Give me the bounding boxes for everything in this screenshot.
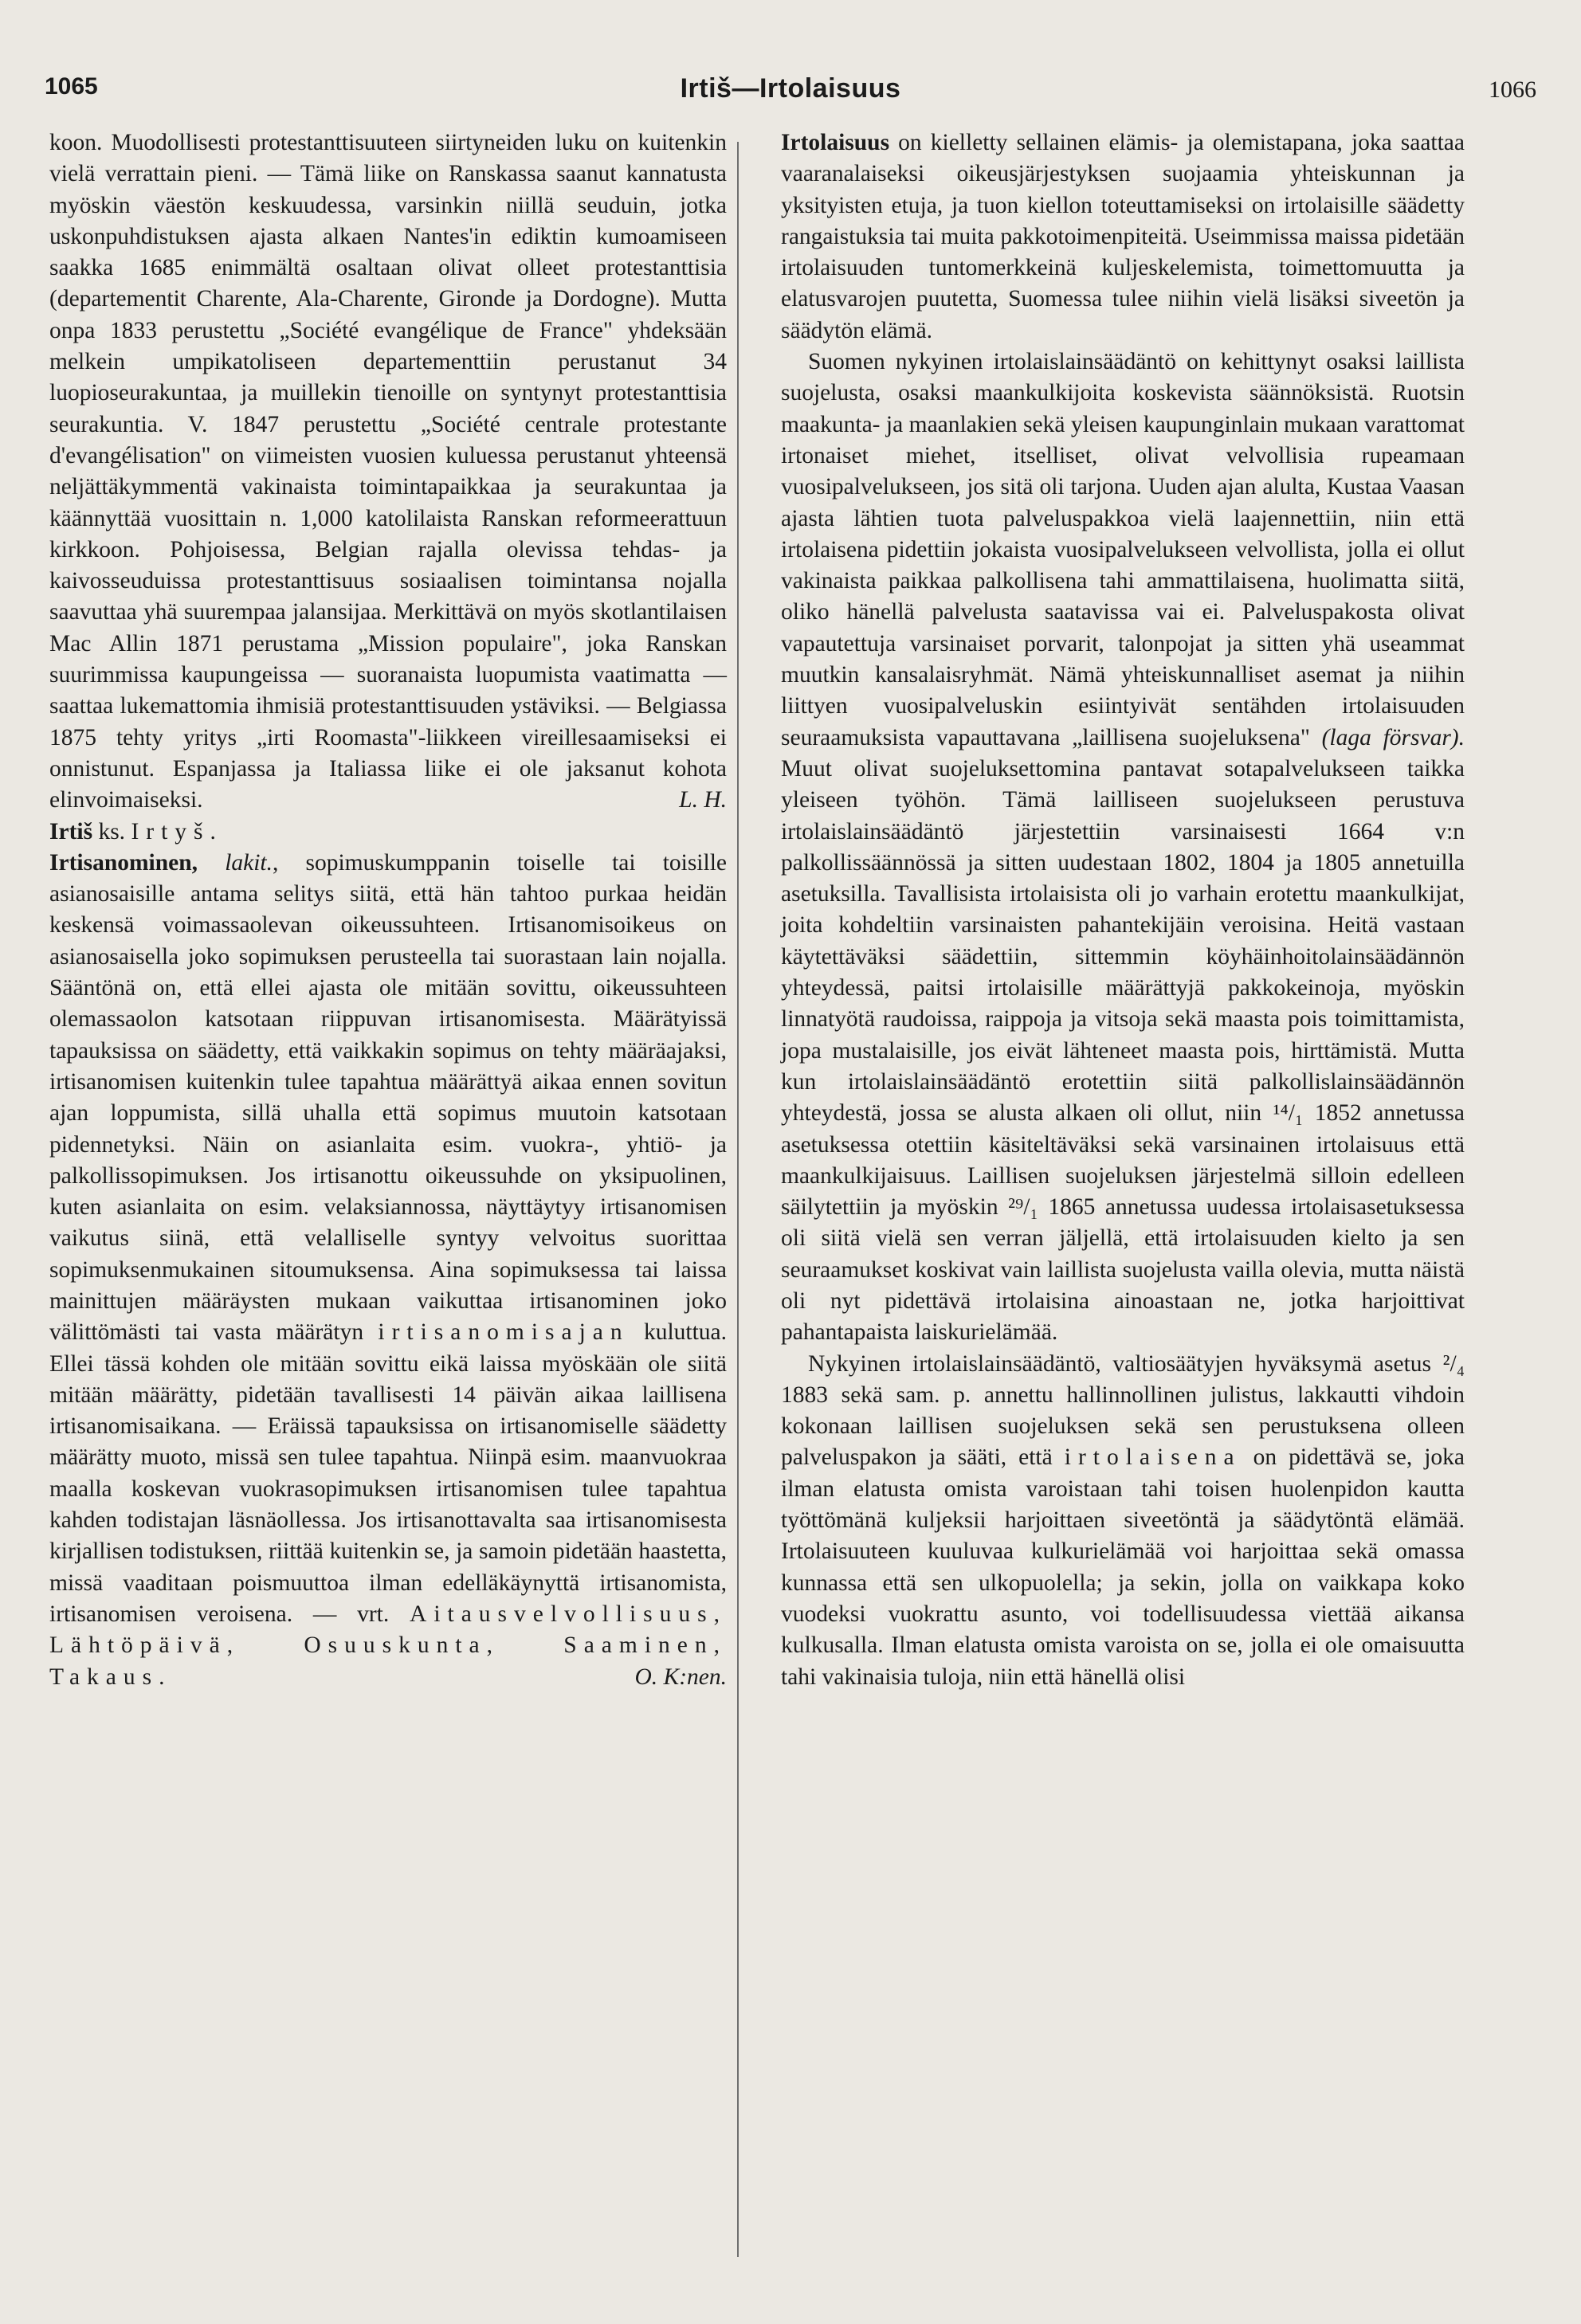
date-fraction: ²⁹/₁ — [1008, 1194, 1038, 1221]
right-column — [781, 127, 1465, 1693]
cross-reference-label: ks. — [98, 818, 126, 845]
paragraph-text: on pidettävä se, joka ilman elatusta omista varoistaan tahi toisen huolenpidon kautta työttömänä kuljeksii harjoittaen siveetöntä ja säädytöntä elämää. Irtolaisuuteen kuuluvaa kulkurielämää voi harjoittaa sekä omassa kunnassa että sen ulkopuolella; ja sekin, jolla on vaikkapa koko vuodeksi vuokrattu asunto, voi todellisuudessa viettää aikansa kulkusalla. Ilman elatusta omista varoista on se, jolla ei ole omaisuutta tahi vakinaisia tuloja, niin että hänellä olisi — [781, 1444, 1465, 1690]
entry-body-text: , sopimuskumppanin toiselle tai toisille asianosaisille antama selitys siitä, että hän tahtoo purkaa heidän keskensä voimassaolevan oikeussuhteen. Irtisanomisoikeus on asianosaisella joko sopimuksen perusteella tai suorastaan lain nojalla. Sääntönä on, että ellei ajasta ole mitään sovittu, oikeussuhteen olemassaolon katsotaan riippuvan irtisanomisesta. Määrätyissä tapauksissa on säädetty, että vaikkakin sopimus on tehty määräajaksi, irtisanomisen kuitenkin tulee tapahtua määrättyä aikaa ennen sovitun ajan loppumista, sillä uhalla että sopimus muutoin katsotaan pidennetyksi. Näin on asianlaita esim. vuokra-, yhtiö- ja palkollissopimuksen. Jos irtisanottu oikeussuhde on yksipuolinen, kuten asianlaita on esim. velaksiannossa, näyttäytyy irtisanomisen vaikutus siinä, että velalliselle syntyy velvoitus suorittaa sopimuksenmukainen sitoumuksensa. Aina sopimuksessa tai laissa mainittujen määräysten mukaan vaikuttaa irtisanominen joko välittömästi tai vasta määrätyn — [49, 849, 727, 1346]
author-signature: O. K:nen. — [634, 1664, 727, 1690]
running-head: Irtiš—Irtolaisuus — [680, 73, 901, 104]
cross-reference-links[interactable]: Aitausvelvollisuus, Lähtöpäivä, Osuuskunta, Saaminen, Takaus. — [49, 1601, 727, 1690]
entry-headword: Irtiš — [49, 818, 93, 845]
column-divider — [737, 142, 739, 2257]
entry-body-text: kuluttua. Ellei tässä kohden ole mitään sovittu eikä laissa myöskään ole siitä mitään määrätty, pidetään tavallisesti 14 päivän aikaa laillisena irtisanomisaikana. — Eräissä tapauksissa on irtisanomiselle säädetty määrätty muoto, missä sen tulee tapahtua. Niinpä esim. maanvuokraa maalla koskevan vuokrasopimuksen irtisanomisen tulee tapahtua kahden todistajan läsnäollessa. Jos irtisanottavalta saa irtisanomisesta kirjallisen todistuksen, riittää kuitenkin se, ja samoin pidetään haastetta, missä vaaditaan poismuuttoa ilman edelläkäynyttä irtisanomista, irtisanomisen veroisena. — vrt. — [49, 1319, 728, 1627]
paragraph-text: 1865 annetussa uudessa irtolaisasetuksessa oli siitä vielä sen verran jäljellä, että irtolaisuuden kielto ja sen seuraamukset koskivat vain laillista suojelusta vailla olevia, mutta näistä oli nyt pidettävä irtolaisina ainoastaan ne, jotka harjoittivat pahantapaista laiskurielämää. — [781, 1194, 1465, 1346]
page-number-left: 1065 — [45, 73, 98, 100]
paragraph — [781, 1349, 1465, 1693]
entry-irtisanominen — [49, 848, 727, 1693]
paragraph-text: 1852 annetussa asetuksessa otettiin käsiteltäväksi sekä varsinainen irtolaisuus että maankulkijaisuus. Laillisen suojeluksen järjestelmä silloin edelleen säilytettiin ja myöskin — [781, 1100, 1465, 1221]
paragraph-text: Muut olivat suojeluksettomina pantavat sotapalvelukseen taikka yleiseen työhön. Tämä lailliseen suojelukseen perustuva irtolaislainsäädäntö järjestettiin varsinaisesti 1664 v:n palkollissäännössä ja sitten uudestaan 1802, 1804 ja 1805 annetuilla asetuksilla. Tavallisista irtolaisista oli jo varhain erotettu maankulkijat, joita kohdeltiin varsinaisten pahantekijäin veroisina. Heitä vastaan käytettäväksi säädettiin, sittemmin köyhäinhoitolainsäädännön yhteydessä, paitsi irtolaisille määrättyjä pakkokeinoja, myöskin linnatyötä raudoissa, raippoja ja vitsoja sekä maasta pois toimittamista, jopa mustalaisille, jos eivät lähteneet maasta pois, hirttämistä. Mutta kun irtolaislainsäädäntö erotettiin siitä palkollislainsäädännön yhteydestä, jossa se alusta alkaen oli ollut, niin — [781, 755, 1465, 1127]
author-signature: L. H. — [679, 787, 727, 813]
paragraph-text: Suomen nykyinen irtolaislainsäädäntö on kehittynyt osaksi laillista suojelusta, osaksi maankulkijoita koskevista säännöksistä. Ruotsin maakunta- ja maanlakien sekä yleisen kaupunginlain mukaan varattomat irtonaiset miehet, itselliset, olivat velvollisia rupeamaan vuosipalvelukseen, jos sitä oli tarjona. Uuden ajan alulta, Kustaa Vaasan ajasta lähtien tuota palveluspakkoa vielä laajennettiin, niin että irtolaisena pidettiin jokaista vuosipalvelukseen velvollista, jolla ei ollut vakinaista paikkaa palkollisena tahi ammattilaisena, huolimatta siitä, oliko hänellä palvelusta saatavissa vai ei. Palveluspakosta olivat vapautettuja varsinaiset porvarit, talonpojat ja sitten yhä useammat muutkin kansalaisryhmät. Nämä yhteiskunnalliset asemat ja niihin liittyen vuosipalveluskin esiintyivät sentähden irtolaisuuden seuraamuksista vapauttavana „laillisena suojeluksena" — [781, 349, 1465, 750]
entry-irtolaisuus — [781, 127, 1465, 347]
entry-field-label: lakit. — [225, 849, 273, 876]
entry-headword: Irtolaisuus — [781, 130, 890, 155]
cross-reference-link[interactable]: Irtyš. — [131, 818, 223, 845]
emphasis-term: irtolaisena — [1064, 1444, 1242, 1471]
article-continuation-text: koon. Muodollisesti protestanttisuuteen siirtyneiden luku on kuitenkin vielä verrattain pieni. — Tämä liike on Ranskassa saanut kannatusta myöskin väestön keskuudessa, varsinkin niillä seuduin, jotka uskonpuhdistuksen ajasta alkaen Nantes'in ediktin kumoamiseen saakka 1685 enimmältä osaltaan olivat olleet protestanttisia (departementit Charente, Ala-Charente, Gironde ja Dordogne). Mutta onpa 1833 perustettu „Société evangélique de France" yhdeksään melkein umpikatoliseen departementtiin perustanut 34 luopioseurakuntaa, ja muillekin tienoille on syntynyt protestanttisia seurakuntia. V. 1847 perustettu „Société centrale protestante d'evangélisation" on viimeisten vuosien kuluessa perustanut yhteensä neljättäkymmentä vakinaista toimintapaikkaa ja seurakuntaa ja käännyttää vuosittain n. 1,000 katolilaista Ranskan reformeerattuun kirkkoon. Pohjoisessa, Belgian rajalla olevissa tehdas- ja kaivosseuduissa protestanttisuus sosiaalisen toimintansa nojalla saavuttaa yhä suurempaa jalansijaa. Merkittävä on myös skotlantilaisen Mac Allin 1871 perustama „Mission populaire", joka Ranskan suurimmissa kaupungeissa — suoranaista luopumista vaatimatta — saattaa lukemattomia ihmisiä protestanttisuuden ystäviksi. — Belgiassa 1875 tehty yritys „irti Roomasta"-liikkeen vireillesaamiseksi ei onnistunut. Espanjassa ja Italiassa liike ei ole jaksanut kohota elinvoimaiseksi. — [49, 130, 727, 813]
entry-headword: Irtisanominen, — [49, 849, 198, 876]
paragraph-text: Nykyinen irtolaislainsäädäntö, valtiosäätyjen hyväksymä asetus — [808, 1350, 1432, 1377]
page-header — [45, 73, 1536, 118]
entry-body-text: on kielletty sellainen elämis- ja olemistapana, joka saattaa vaaranalaiseksi oikeusjärjestyksen suojaamia yhteiskunnan ja yksityisten etuja, ja tuon kiellon toteuttamiseksi on irtolaisille säädetty rangaistuksia tai muita pakkotoimenpiteitä. Useimmissa maissa pidetään irtolaisuuden tuntomerkkeinä kuljeskelemista, toimettomuutta ja elatusvarojen puutetta, Suomessa tulee niihin vielä lisäksi siveetön ja säädytön elämä. — [781, 130, 1465, 343]
article-continuation — [49, 127, 727, 817]
left-column — [49, 127, 727, 1693]
paragraph — [781, 347, 1465, 1349]
date-fraction: ²/₄ — [1442, 1350, 1465, 1377]
entry-irtis — [49, 817, 727, 848]
paragraph-text: 1883 sekä sam. p. annettu hallinnollinen julistus, lakkautti vihdoin kokonaan laillisen suojeluksen sekä sen perustuksena olleen palveluspakon ja sääti, että — [781, 1381, 1465, 1471]
page-number-right: 1066 — [1489, 76, 1536, 103]
entry-emphasis-term: irtisanomisajan — [378, 1319, 630, 1346]
italic-term: (laga försvar). — [1321, 724, 1465, 750]
date-fraction: ¹⁴/₁ — [1273, 1100, 1304, 1127]
